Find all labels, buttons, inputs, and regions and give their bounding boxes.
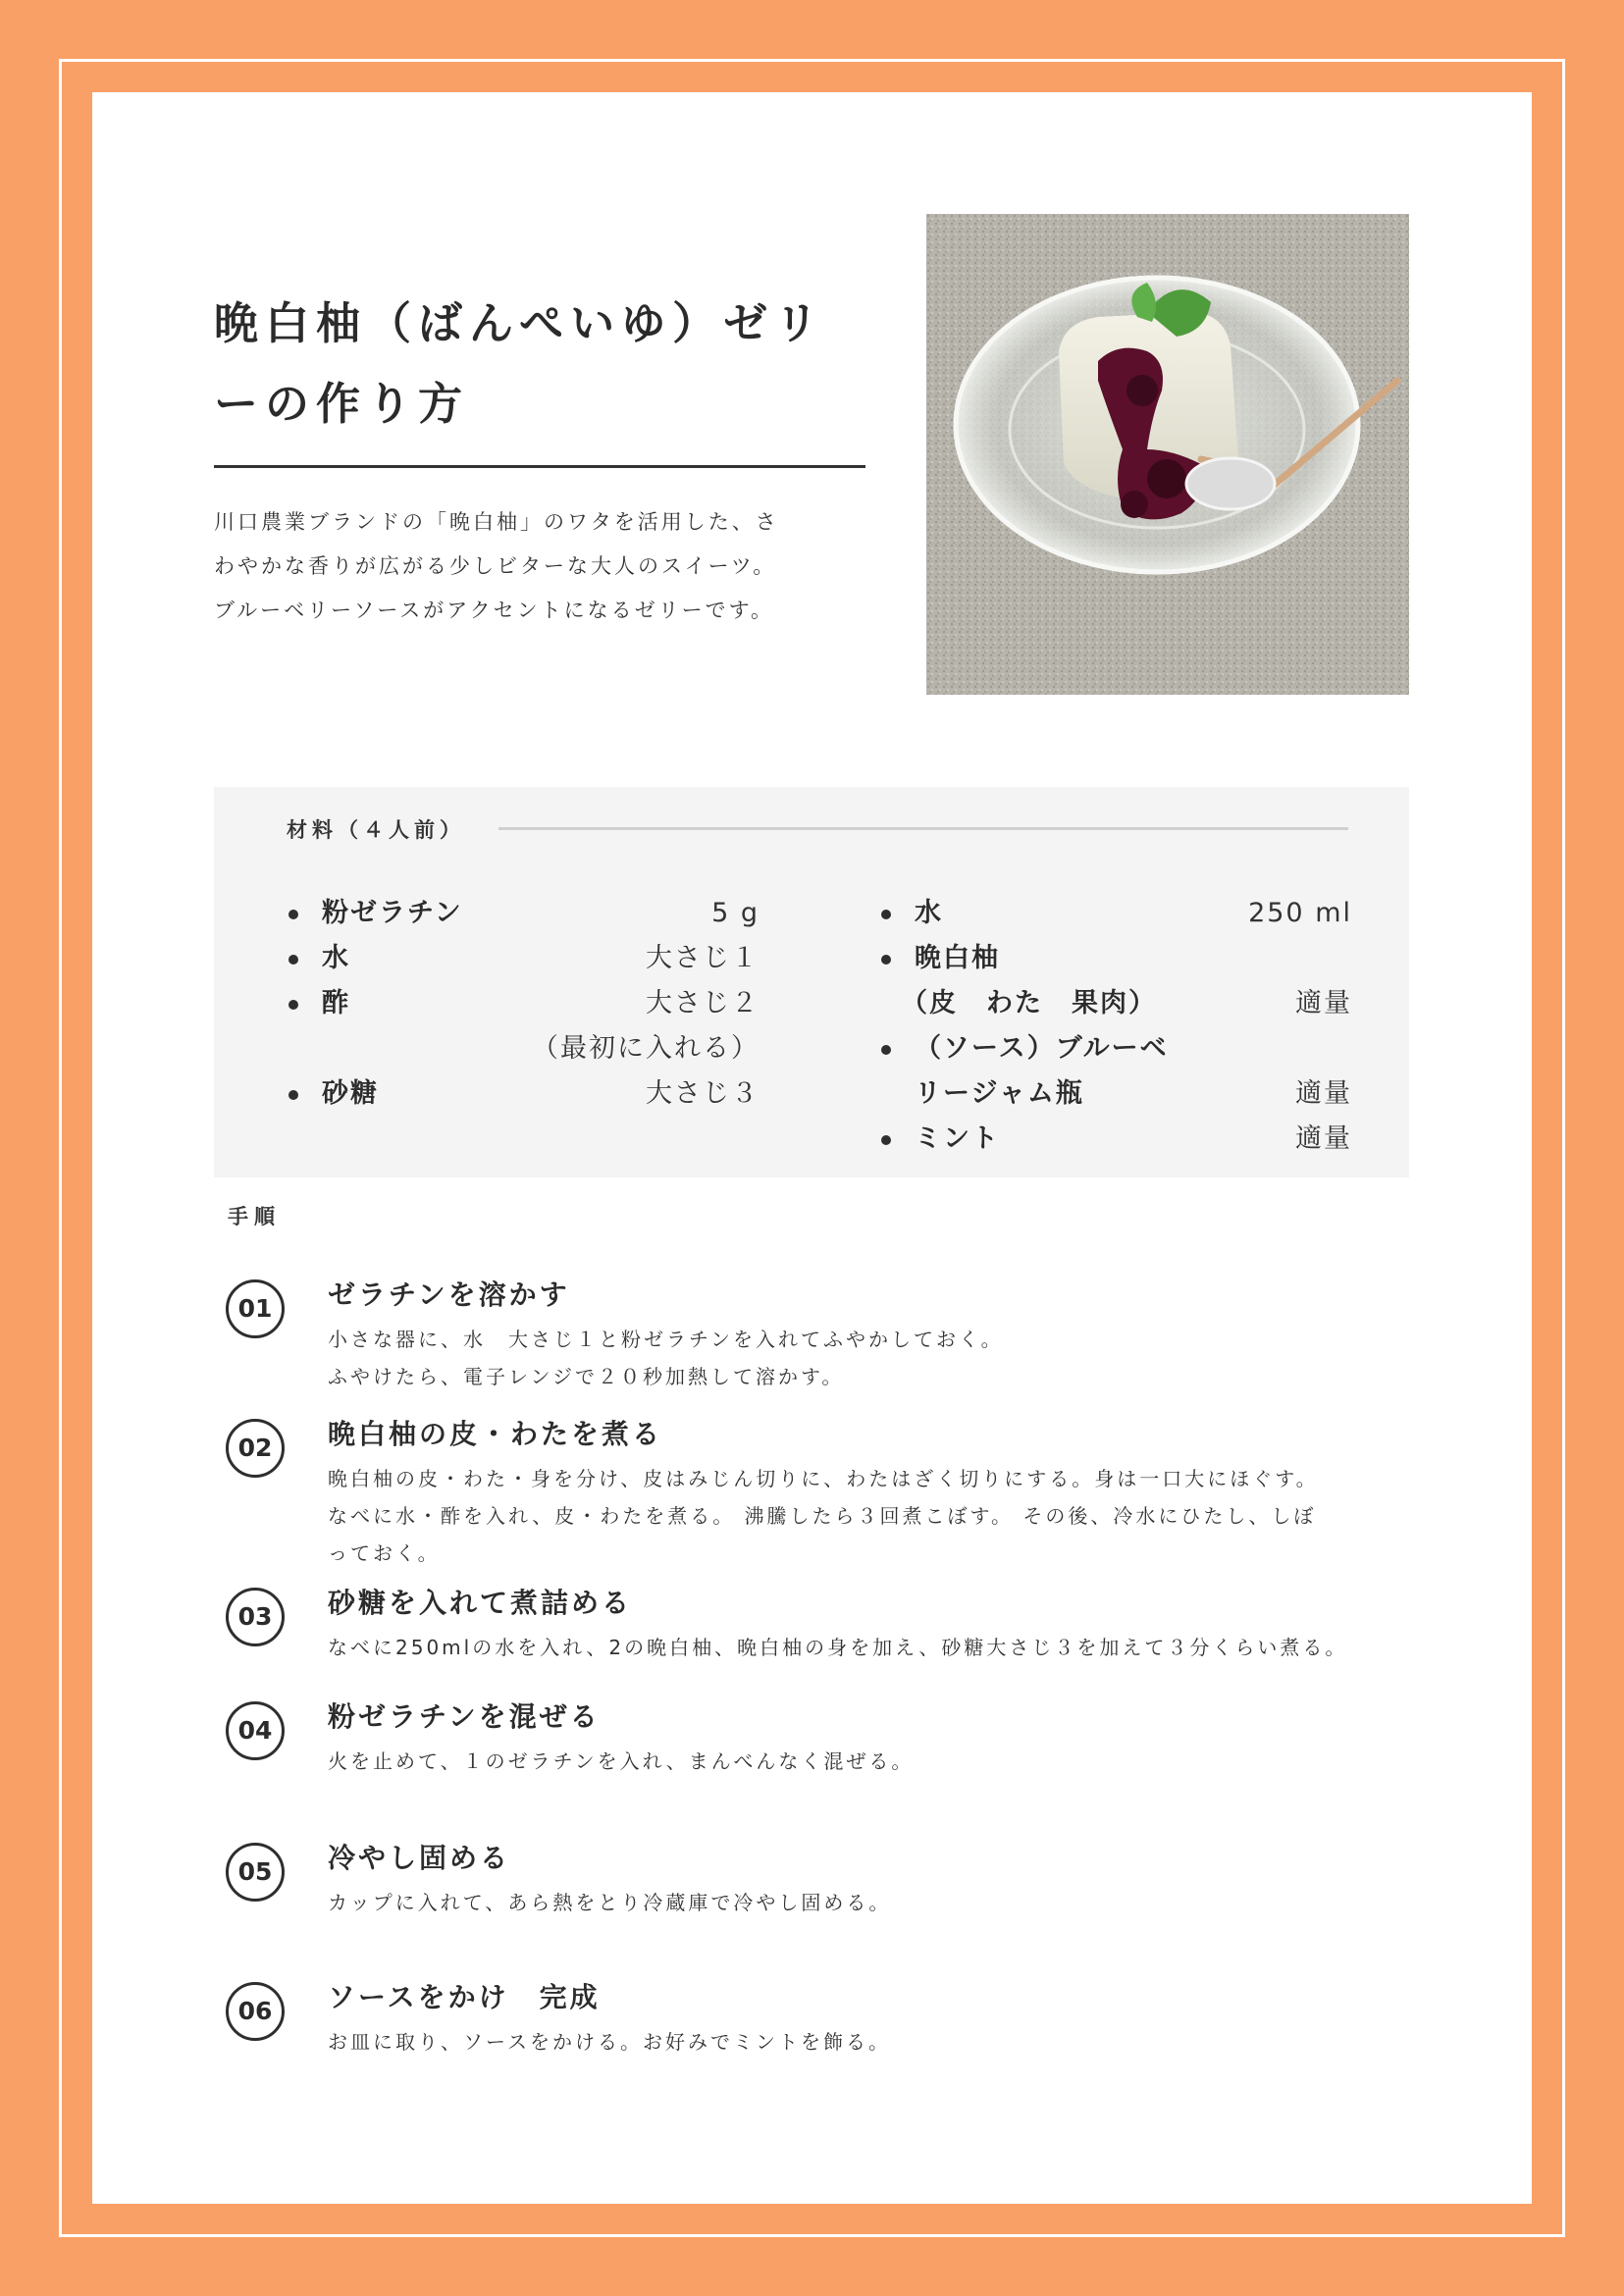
bullet-icon: [881, 955, 891, 965]
title-line-1: 晩白柚（ばんぺいゆ）ゼリ: [214, 297, 826, 349]
step-number-badge: 01: [226, 1279, 285, 1338]
step-line: 晩白柚の皮・わた・身を分け、皮はみじん切りに、わたはざく切りにする。身は一口大にほぐす。: [328, 1467, 1319, 1490]
ingredient-row: [881, 891, 1352, 936]
ingredient-name: 晩白柚: [915, 943, 1000, 973]
ingredient-row: [288, 891, 760, 936]
step-line: カップに入れて、あら熱をとり冷蔵庫で冷やし固める。: [328, 1891, 892, 1914]
ingredients-heading: 材料（４人前）: [287, 818, 465, 842]
ingredient-amount: 大さじ２: [646, 988, 760, 1018]
ingredient-amount: 適量: [1295, 1123, 1352, 1154]
step-line: っておく。: [328, 1541, 441, 1565]
bullet-icon: [881, 1045, 891, 1055]
ingredient-amount: 適量: [1295, 988, 1352, 1018]
step-title: 晩白柚の皮・わたを煮る: [328, 1418, 663, 1450]
ingredient-name: ミント: [915, 1123, 1000, 1154]
ingredient-row: [881, 1026, 1352, 1071]
step-body: [328, 1884, 1417, 1921]
ingredient-name: 酢: [322, 988, 350, 1018]
ingredients-divider: [498, 827, 1348, 830]
title-line-2: ーの作り方: [214, 378, 470, 430]
step-line: お皿に取り、ソースをかける。お好みでミントを飾る。: [328, 2030, 891, 2054]
bullet-icon: [288, 1090, 298, 1100]
step-number-badge: 04: [226, 1701, 285, 1760]
step-line: ふやけたら、電子レンジで２０秒加熱して溶かす。: [328, 1365, 845, 1388]
intro-line: わやかな香りが広がる少しビターな大人のスイーツ。: [214, 554, 777, 578]
ingredient-subname: リージャム瓶: [915, 1078, 1084, 1109]
step-title: 砂糖を入れて煮詰める: [328, 1587, 633, 1619]
bullet-icon: [881, 1135, 891, 1145]
ingredient-subname: （皮 わた 果肉）: [901, 988, 1157, 1018]
step-body: [328, 1629, 1417, 1666]
step-line: なべに水・酢を入れ、皮・わたを煮る。 沸騰したら３回煮こぼす。 その後、冷水にひたし、しぼ: [328, 1504, 1317, 1528]
bullet-icon: [288, 1000, 298, 1010]
step-title: ソースをかけ 完成: [328, 1981, 601, 2013]
ingredient-row: [881, 1117, 1352, 1162]
bullet-icon: [881, 910, 891, 919]
step-body: [328, 1321, 1417, 1395]
ingredient-row: [881, 981, 1352, 1026]
intro-text: [214, 500, 862, 633]
step-number-badge: 03: [226, 1588, 285, 1646]
ingredient-row: [881, 936, 1352, 981]
ingredients-right-column: [881, 891, 1352, 1162]
ingredient-row: [288, 1071, 760, 1117]
ingredient-name: 水: [322, 943, 350, 973]
ingredient-name: 粉ゼラチン: [322, 898, 463, 928]
step-title: ゼラチンを溶かす: [328, 1278, 570, 1311]
step-body: [328, 2023, 1417, 2061]
ingredient-amount: 250 ml: [1248, 898, 1352, 928]
intro-line: 川口農業ブランドの「晩白柚」のワタを活用した、さ: [214, 510, 779, 534]
step-number-badge: 02: [226, 1419, 285, 1478]
ingredient-name: 砂糖: [322, 1078, 379, 1109]
ingredients-left-column: [288, 891, 760, 1117]
step-number-badge: 05: [226, 1843, 285, 1902]
bullet-icon: [288, 955, 298, 965]
step-line: 火を止めて、１のゼラチンを入れ、まんべんなく混ぜる。: [328, 1749, 915, 1773]
step-line: 小さな器に、水 大さじ１と粉ゼラチンを入れてふやかしておく。: [328, 1328, 1004, 1351]
ingredient-row: [288, 981, 760, 1026]
ingredient-amount: 大さじ３: [646, 1078, 760, 1109]
ingredient-amount: 適量: [1295, 1078, 1352, 1109]
jelly-photo: [926, 214, 1409, 695]
step-line: なべに250mlの水を入れ、2の晩白柚、晩白柚の身を加え、砂糖大さじ３を加えて３分くらい煮る。: [328, 1636, 1348, 1659]
ingredient-row: [288, 936, 760, 981]
ingredient-amount: 大さじ１: [646, 943, 760, 973]
steps-heading: 手順: [228, 1205, 281, 1228]
bullet-icon: [288, 910, 298, 919]
title-divider: [214, 465, 865, 468]
step-body: [328, 1460, 1417, 1572]
recipe-page: [92, 92, 1532, 2204]
ingredient-note-row: [288, 1026, 760, 1071]
step-title: 粉ゼラチンを混ぜる: [328, 1700, 601, 1733]
ingredient-name: 水: [915, 898, 943, 928]
ingredients-panel: [214, 787, 1409, 1177]
step-number-badge: 06: [226, 1982, 285, 2041]
ingredient-note: （最初に入れる）: [532, 1033, 760, 1064]
intro-line: ブルーベリーソースがアクセントになるゼリーです。: [214, 599, 774, 622]
ingredient-name: （ソース）ブルーベ: [915, 1033, 1169, 1064]
step-body: [328, 1743, 1417, 1780]
ingredient-row: [881, 1071, 1352, 1117]
ingredient-amount: 5 g: [711, 898, 760, 928]
page-title: [214, 284, 901, 444]
step-title: 冷やし固める: [328, 1842, 511, 1874]
